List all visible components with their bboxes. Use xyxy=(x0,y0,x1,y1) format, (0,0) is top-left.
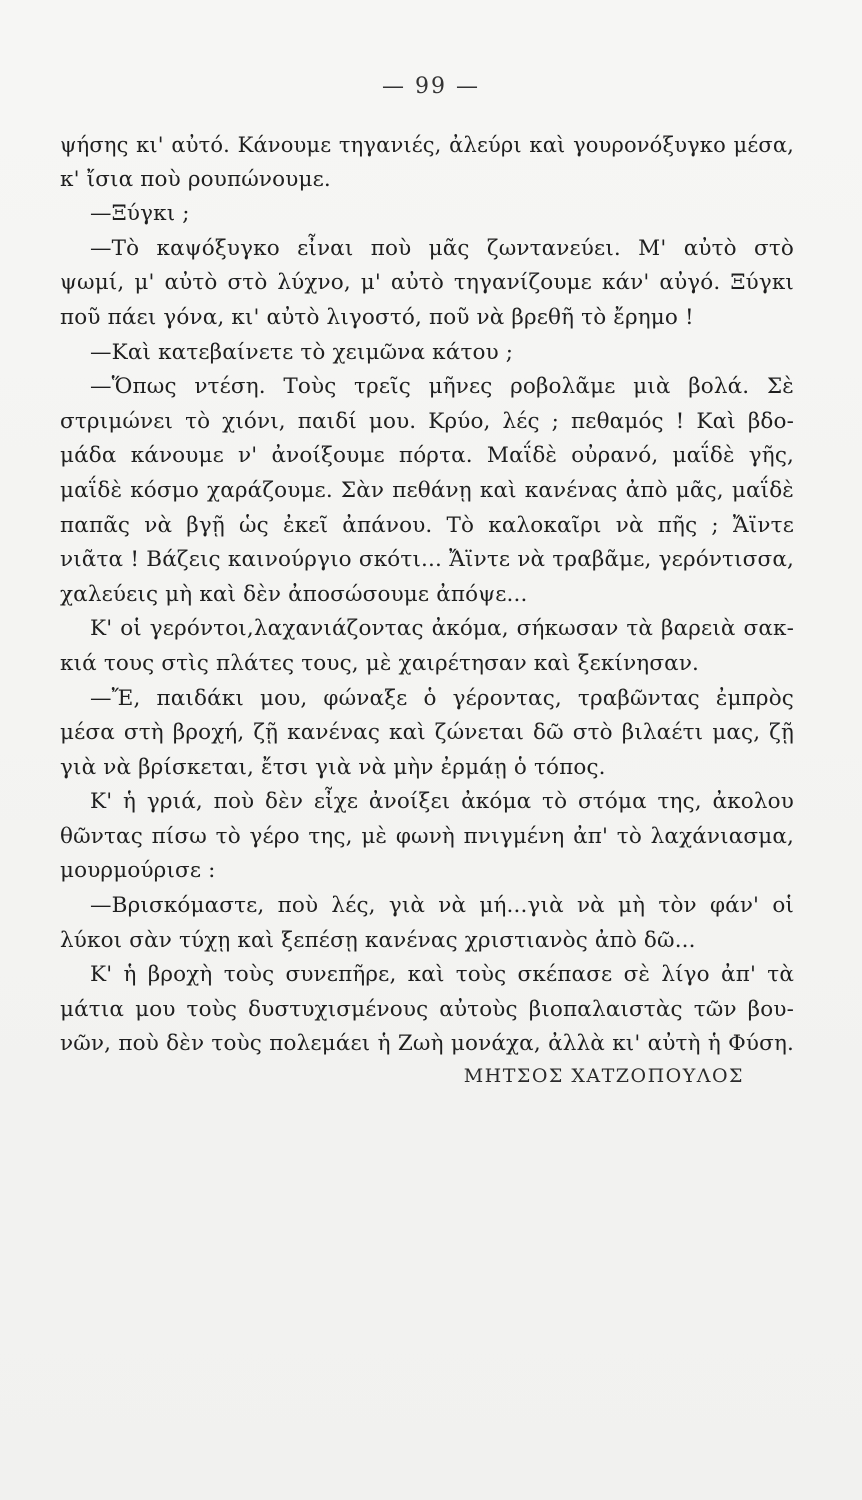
text-line: κιά τους στὶς πλάτες τους, μὲ χαιρέτησαν καὶ ξεκίνησαν. xyxy=(60,650,700,676)
text-line: μέσα στὴ βροχή, ζῇ κανένας καὶ ζώνεται δῶ στὸ βιλαέτι μας, ζῇ xyxy=(60,720,794,746)
text-line: Κ' ἡ γριά, ποὺ δὲν εἶχε ἀνοίξει ἀκόμα τὸ στόμα της, ἀκολου xyxy=(90,789,794,815)
text-line: μουρμούρισε : xyxy=(60,858,216,884)
text-line: μαΐδὲ κόσμο χαράζουμε. Σὰν πεθάνῃ καὶ κανένας ἀπὸ μᾶς, μαΐδὲ xyxy=(60,477,794,503)
text-line: γιὰ νὰ βρίσκεται, ἔτσι γιὰ νὰ μὴν ἐρμάῃ ὁ τόπος. xyxy=(60,754,606,780)
text-line: —Ξύγκι ; xyxy=(90,201,190,227)
text-line: στριμώνει τὸ χιόνι, παιδί μου. Κρύο, λές ; πεθαμός ! Καὶ βδο- xyxy=(60,408,794,434)
text-line: νιᾶτα ! Βάζεις καινούργιο σκότι... Ἄϊντε νὰ τραβᾶμε, γερόντισσα, xyxy=(60,547,794,573)
text-line: Κ' οἱ γερόντοι,λαχανιάζοντας ἀκόμα, σήκωσαν τὰ βαρειὰ σακ- xyxy=(90,616,794,642)
text-line: —Βρισκόμαστε, ποὺ λές, γιὰ νὰ μή...γιὰ νὰ μὴ τὸν φάν' οἱ xyxy=(90,893,794,919)
text-line: —Τὸ καψόξυγκο εἶναι ποὺ μᾶς ζωντανεύει. Μ' αὐτὸ στὸ xyxy=(90,235,794,261)
text-line: ψωμί, μ' αὐτὸ στὸ λύχνο, μ' αὐτὸ τηγανίζουμε κάν' αὐγό. Ξύγκι xyxy=(60,270,794,296)
text-line: ψήσης κι' αὐτό. Κάνουμε τηγανιές, ἀλεύρι καὶ γουρονόξυγκο μέσα, xyxy=(60,133,794,157)
author-signature: ΜΗΤΣΟΣ ΧΑΤΖΟΠΟΥΛΟΣ xyxy=(463,1065,744,1087)
text-line: χαλεύεις μὴ καὶ δὲν ἀποσώσουμε ἀπόψε... xyxy=(60,581,528,607)
text-line: λύκοι σὰν τύχῃ καὶ ξεπέσῃ κανένας χριστιανὸς ἀπὸ δῶ... xyxy=(60,927,696,953)
text-line: κ' ἴσια ποὺ ρουπώνουμε. xyxy=(60,166,331,192)
text-line: —Ὅπως ντέση. Τοὺς τρεῖς μῆνες ροβολᾶμε μιὰ βολά. Σὲ xyxy=(90,374,794,400)
page-number: — 99 — xyxy=(382,74,480,99)
body-text xyxy=(60,128,794,1062)
text-line: —Ἔ, παιδάκι μου, φώναξε ὁ γέροντας, τραβῶντας ἐμπρὸς xyxy=(90,685,794,711)
text-line: θῶντας πίσω τὸ γέρο της, μὲ φωνὴ πνιγμένη ἀπ' τὸ λαχάνιασμα, xyxy=(60,823,794,849)
text-line: μάτια μου τοὺς δυστυχισμένους αὐτοὺς βιοπαλαιστὰς τῶν βου- xyxy=(60,996,794,1022)
text-line: Κ' ἡ βροχὴ τοὺς συνεπῆρε, καὶ τοὺς σκέπασε σὲ λίγο ἀπ' τὰ xyxy=(90,962,794,988)
text-line: μάδα κάνουμε ν' ἀνοίξουμε πόρτα. Μαΐδὲ οὐρανό, μαΐδὲ γῆς, xyxy=(60,443,794,469)
text-line: —Καὶ κατεβαίνετε τὸ χειμῶνα κάτου ; xyxy=(90,339,514,365)
text-line: ποῦ πάει γόνα, κι' αὐτὸ λιγοστό, ποῦ νὰ βρεθῆ τὸ ἔρημο ! xyxy=(60,304,694,330)
text-line: νῶν, ποὺ δὲν τοὺς πολεμάει ἡ Ζωὴ μονάχα, ἀλλὰ κι' αὐτὴ ἡ Φύση. xyxy=(60,1031,794,1057)
text-line: παπᾶς νὰ βγῇ ὡς ἐκεῖ ἀπάνου. Τὸ καλοκαῖρι νὰ πῆς ; Ἄϊντε xyxy=(60,512,794,538)
